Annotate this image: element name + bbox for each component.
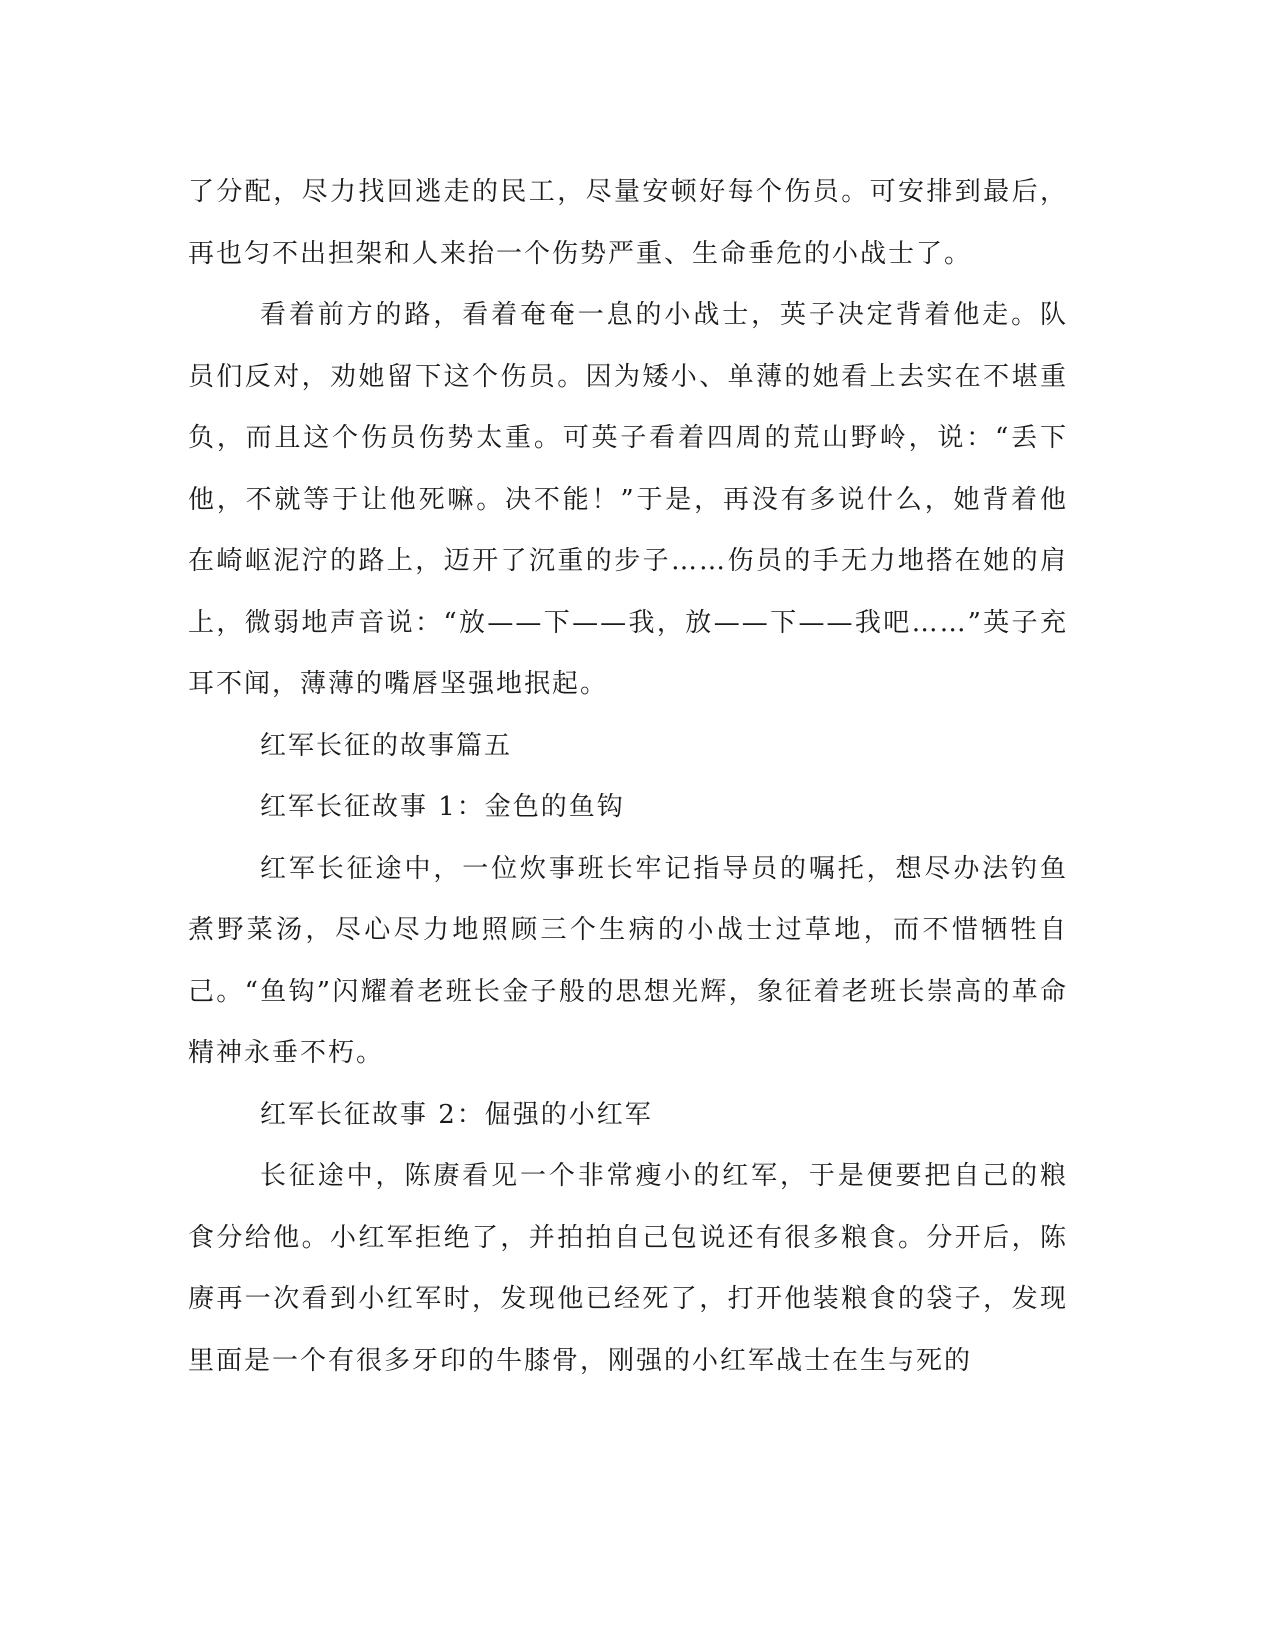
- story-1-title: 红军长征故事 1：金色的鱼钩: [260, 792, 625, 822]
- document-body: [188, 162, 1068, 1392]
- story-1-body: 红军长征途中，一位炊事班长牢记指导员的嘱托，想尽办法钓鱼煮野菜汤，尽心尽力地照顾三个生病的小战士过草地，而不惜牺牲自己。“鱼钩”闪耀着老班长金子般的思想光辉，象征着老班长崇高的革命精神永垂不朽。: [188, 853, 1068, 1068]
- story-2-body: 长征途中，陈赓看见一个非常瘦小的红军，于是便要把自己的粮食分给他。小红军拒绝了，并拍拍自己包说还有很多粮食。分开后，陈赓再一次看到小红军时，发现他已经死了，打开他装粮食的袋子，发现里面是一个有很多牙印的牛膝骨，刚强的小红军战士在生与死的: [188, 1161, 1068, 1376]
- paragraph-yingzi-story: 看着前方的路，看着奄奄一息的小战士，英子决定背着他走。队员们反对，劝她留下这个伤员。因为矮小、单薄的她看上去实在不堪重负，而且这个伤员伤势太重。可英子看着四周的荒山野岭，说：“丢下他，不就等于让他死嘛。决不能！”于是，再没有多说什么，她背着他在崎岖泥泞的路上，迈开了沉重的步子……伤员的手无力地搭在她的肩上，微弱地声音说：“放——下——我，放——下——我吧……”英子充耳不闻，薄薄的嘴唇坚强地抿起。: [188, 300, 1068, 699]
- story-2-title: 红军长征故事 2：倔强的小红军: [260, 1099, 653, 1130]
- paragraph-continuation: 了分配，尽力找回逃走的民工，尽量安顿好每个伤员。可安排到最后，再也匀不出担架和人来抬一个伤势严重、生命垂危的小战士了。: [188, 177, 1068, 269]
- section-heading: 红军长征的故事篇五: [260, 730, 513, 761]
